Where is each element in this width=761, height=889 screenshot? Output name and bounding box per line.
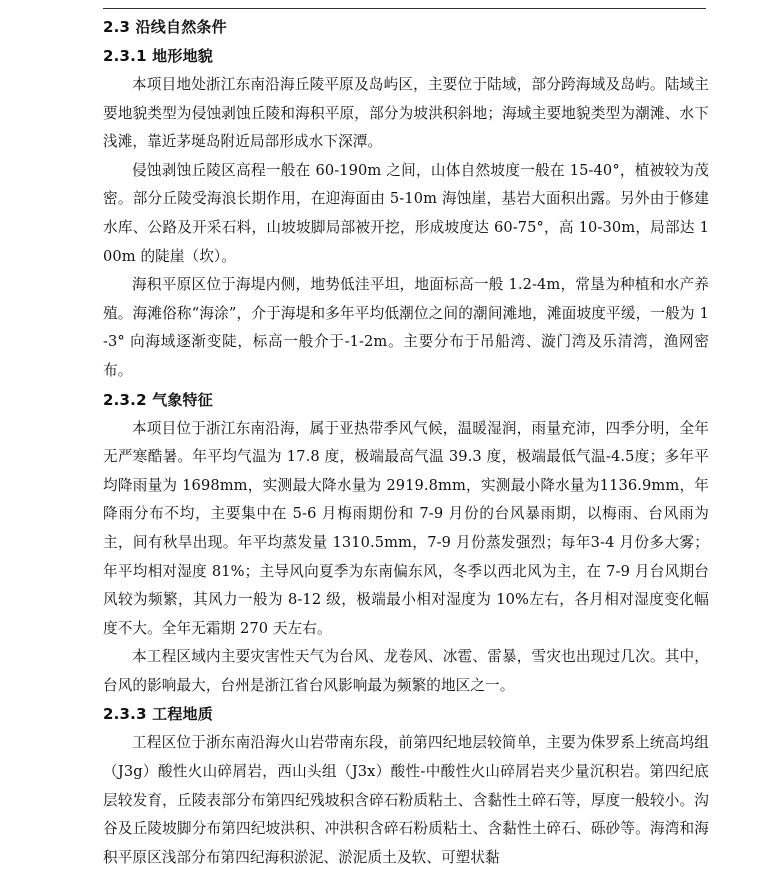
paragraph: 侵蚀剥蚀丘陵区高程一般在 60-190m 之间，山体自然坡度一般在 15-40°，植被较为茂密。部分丘陵受海浪长期作用，在迎海面由 5-10m 海蚀崖，基岩大面积出露。另外由于修建水库、公路及开采石料，山坡坡脚局部被开挖，形成坡度达 60-75°，高 10-30m，局部达 100m 的陡崖（坎）。: [103, 161, 709, 265]
paragraph: 本项目地处浙江东南沿海丘陵平原及岛屿区，主要位于陆域，部分跨海域及岛屿。陆域主要地貌类型为侵蚀剥蚀丘陵和海积平原，部分为坡洪积斜地；海域主要地貌类型为潮滩、水下浅滩，靠近茅埏岛附近局部形成水下深潭。: [103, 76, 709, 151]
paragraph: 工程区位于浙东南沿海火山岩带南东段，前第四纪地层较简单，主要为侏罗系上统高坞组（J3g）酸性火山碎屑岩，西山头组（J3x）酸性-中酸性火山碎屑岩夹少量沉积岩。第四纪底层较发育，丘陵表部分布第四纪残坡积含碎石粉质粘土、含黏性土碎石等，厚度一般较小。沟谷及丘陵坡脚分布第四纪坡洪积、冲洪积含碎石粉质粘土、含黏性土碎石、砾砂等。海湾和海积平原区浅部分布第四纪海积淤泥、淤泥质土及软、可塑状黏: [103, 734, 709, 866]
subsection-heading-terrain: 2.3.1 地形地貌: [103, 47, 213, 65]
subsection-heading-geology: 2.3.3 工程地质: [103, 705, 213, 724]
subsection-heading-climate: 2.3.2 气象特征: [103, 390, 213, 409]
document-page: [103, 13, 709, 872]
paragraph: 本项目位于浙江东南沿海，属于亚热带季风气候，温暖湿润，雨量充沛，四季分明，全年无严寒酷暑。年平均气温为 17.8 度，极端最高气温 39.3 度，极端最低气温-4.5度；多年平均降雨量为 1698mm，实测最大降水量为 2919.8mm，实测最小降水量为1136.9mm，年降雨分布不均，主要集中在 5-6 月梅雨期份和 7-9 月份的台风暴雨期，以梅雨、台风雨为主，间有秋旱出现。年平均蒸发量 1310.5mm，7-9 月份蒸发强烈；每年3-4 月份多大雾；年平均相对湿度 81%；主导风向夏季为东南偏东风，冬季以西北风为主，在 7-9 月台风期台风较为频繁，其风力一般为 8-12 级，极端最小相对湿度为 10%左右，各月相对湿度变化幅度不大。全年无霜期 270 天左右。: [103, 419, 709, 637]
paragraph: 海积平原区位于海堤内侧，地势低洼平坦，地面标高一般 1.2-4m，常垦为种植和水产养殖。海滩俗称“海涂”，介于海堤和多年平均低潮位之间的潮间滩地，滩面坡度平缓，一般为 1-3° 向海域逐渐变陡，标高一般介于-1-2m。主要分布于吊船湾、漩门湾及乐清湾，渔网密布。: [103, 276, 709, 379]
section-heading: 2.3 沿线自然条件: [103, 18, 227, 36]
header-rule: [103, 8, 706, 9]
paragraph: 本工程区域内主要灾害性天气为台风、龙卷风、冰雹、雷暴，雪灾也出现过几次。其中，台风的影响最大，台州是浙江省台风影响最为频繁的地区之一。: [103, 648, 709, 694]
